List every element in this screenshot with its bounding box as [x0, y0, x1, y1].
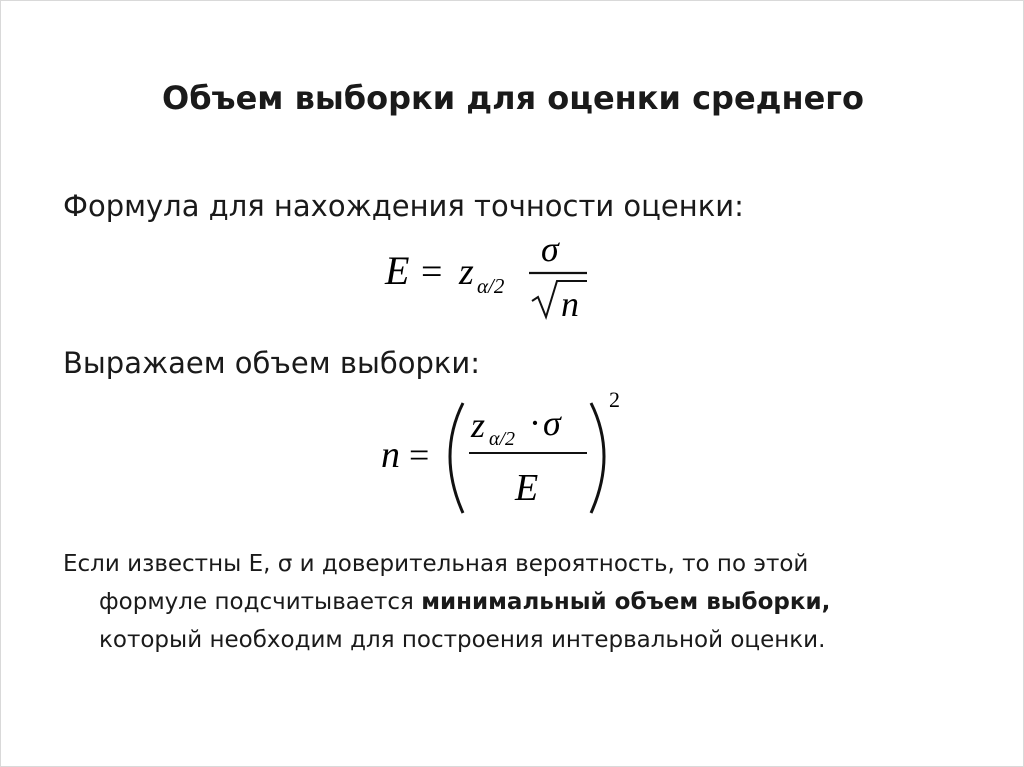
right-paren-icon: [591, 403, 604, 513]
sample-size-formula: [377, 385, 637, 530]
formula1-denominator: n: [561, 284, 579, 324]
note-line-3: который необходим для построения интервальной оценки.: [99, 627, 826, 653]
formula2-dot: ·: [529, 403, 541, 443]
formula1-equals: =: [421, 251, 443, 293]
formula2-subscript: α/2: [489, 428, 516, 450]
formula2-sigma: σ: [543, 403, 561, 443]
note-line-2-text: формуле подсчитывается: [99, 589, 422, 615]
formula1-subscript: α/2: [477, 274, 505, 298]
note-emphasis: минимальный объем выборки,: [421, 589, 831, 615]
formula2-denominator: E: [515, 467, 539, 509]
express-text: Выражаем объем выборки:: [63, 346, 481, 380]
sample-size-formula-svg: [377, 385, 637, 525]
formula2-exponent: 2: [609, 387, 620, 412]
formula1-numerator: σ: [541, 229, 559, 269]
left-paren-icon: [450, 403, 463, 513]
precision-formula-svg: [381, 229, 601, 329]
formula2-equals: =: [409, 435, 430, 475]
slide-title: Объем выборки для оценки среднего: [162, 79, 864, 117]
precision-formula: [381, 229, 601, 334]
formula1-z: z: [459, 251, 474, 293]
note-line-2: [99, 584, 830, 620]
formula2-lhs: n: [381, 434, 400, 476]
formula1-lhs: E: [385, 248, 410, 293]
intro-text: Формула для нахождения точности оценки:: [63, 189, 744, 223]
note-line-1: Если известны Е, σ и доверительная вероятность, то по этой: [63, 551, 809, 577]
formula2-z: z: [471, 405, 486, 445]
